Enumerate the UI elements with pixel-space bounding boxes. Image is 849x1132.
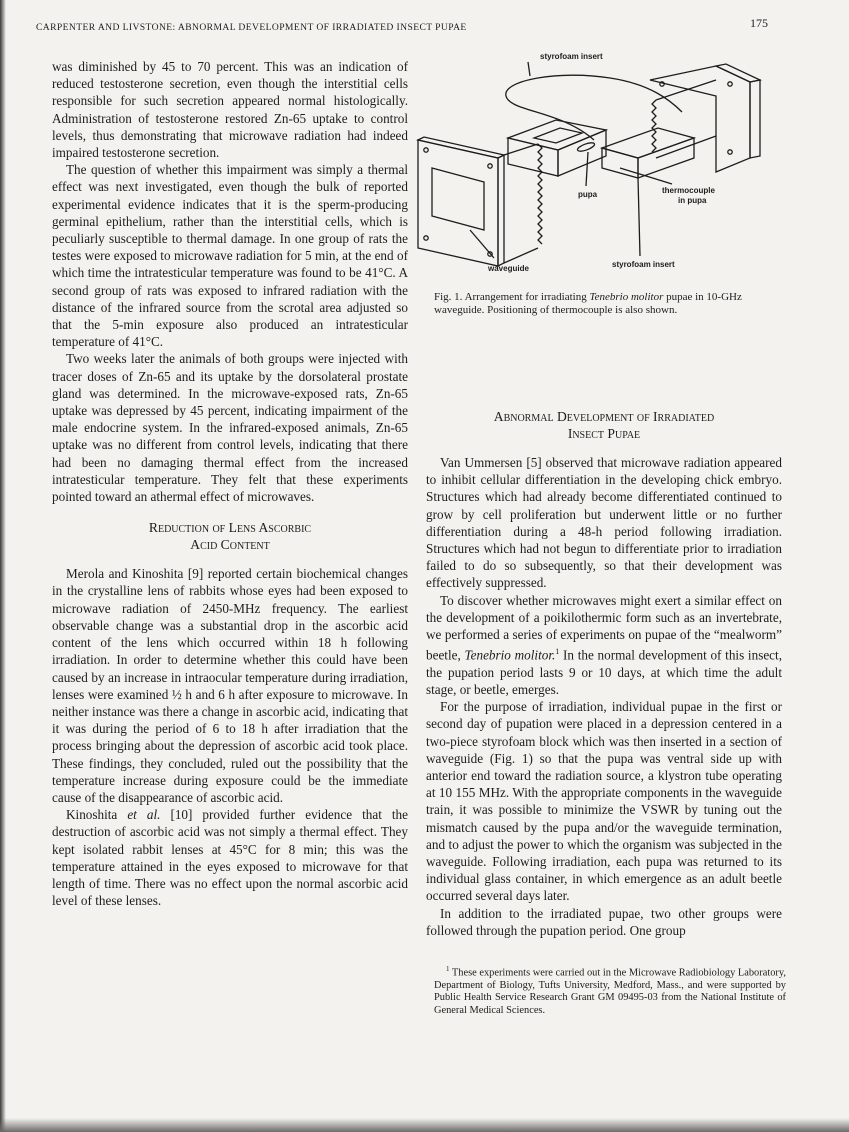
right-column: [426, 408, 782, 939]
paragraph: Merola and Kinoshita [9] reported certain biochemical changes in the crystalline lens of rabbits whose eyes had been exposed to microwave radiation of 2450-MHz frequency. The earliest observable change was a substantial drop in the ascorbic acid content of the lens which occurred within 18 h following irradiation. In order to determine whether this could have been caused by an increase in intraocular temperature during irradiation, lenses were examined ½ h and 6 h after exposure to microwave. In neither instance was there a change in ascorbic acid, indicating that it was during the period of 6 to 18 h after irradiation that the process bringing about the depression of ascorbic acid took place. These findings, they concluded, ruled out the possibility that the temperature increase during exposure could be the immediate cause of the disappearance of ascorbic acid.: [52, 566, 408, 805]
paragraph: In addition to the irradiated pupae, two other groups were followed through the pupation period. One group: [426, 905, 782, 938]
styrofoam-insert-left-side: [558, 130, 606, 176]
heading-line: Abnormal Development of Irradiated: [493, 409, 715, 424]
footnote: [434, 963, 786, 1017]
et-al: et al.: [127, 807, 161, 823]
left-flange-top: [418, 137, 504, 158]
author-name: Kinoshita: [66, 807, 118, 823]
scan-shadow-bottom: [0, 1118, 849, 1132]
scan-shadow-left: [0, 0, 6, 1132]
paragraph: Van Ummersen [5] observed that microwave radiation appeared to inhibit cellular differentiation in the developing chick embryo. Structures which had already become differentiated continued to grow by cell proliferation but underwent little or no further differentiation during a 48-h period following irradiation. Structures which had not begun to differentiate prior to irradiation failed to do so subsequently, so that their development was effectively suppressed.: [426, 455, 782, 591]
running-head: CARPENTER AND LIVSTONE: ABNORMAL DEVELOPMENT OF IRRADIATED INSECT PUPAE: [36, 22, 467, 33]
caption-species: Tenebrio molitor: [589, 291, 664, 303]
label-waveguide: waveguide: [488, 264, 529, 273]
figure-1: [410, 40, 790, 315]
paragraph: For the purpose of irradiation, individual pupae in the first or second day of pupation were placed in a depression centered in a two-piece styrofoam block which was then inserted in a section of waveguide (Fig. 1) so that the pupa was ventral side up with anterior end toward the radiation source, a klystron tube operating at 10 155 MHz. With the appropriate components in the waveguide train, it was possible to minimize the VSWR by tuning out the mismatch caused by the pupa and/or the waveguide termination, and to adjust the power to which the organism was subjected in the waveguide. Following irradiation, each pupa was returned to its individual glass container, in which emergence as an adult beetle occurred several days later.: [426, 699, 782, 904]
left-column: [52, 58, 408, 909]
styrofoam-insert-left-top: [508, 120, 606, 150]
paragraph: was diminished by 45 to 70 percent. This was an indication of reduced testosterone secretion, even though the interstitial cells responsible for such secretion appeared normal histologically. Administration of testosterone restored Zn-65 uptake to control levels, thus demonstrating that microwave radiation had indeed impaired testosterone secretion.: [52, 59, 408, 161]
break-mark-right: [652, 100, 656, 152]
right-flange: [650, 66, 750, 172]
label-styrofoam-insert-top: styrofoam insert: [540, 52, 603, 61]
styrofoam-insert-right-front: [602, 148, 638, 178]
styrofoam-insert-left-front: [508, 138, 558, 176]
heading-line: Acid Content: [190, 537, 270, 553]
figure-caption: [434, 291, 784, 317]
paragraph: Two weeks later the animals of both groups were injected with tracer doses of Zn-65 and its uptake by the dorsolateral prostate gland was determined. In the microwave-exposed rats, Zn-65 uptake was depressed by 45 percent, indicating impairment of the male endocrine system. In the infrared-exposed animals, Zn-65 uptake was no different from control levels, indicating that there had been no damaging thermal effect from the increased intratesticular temperature. They felt that these experiments pointed toward an athermal effect of microwaves.: [52, 351, 408, 505]
footnote-text: [434, 963, 786, 1017]
pupa: [577, 141, 596, 153]
paragraph-text: [10] provided further evidence that the destruction of ascorbic acid was not simply a thermal effect. They kept isolated rabbit lenses at 45°C for 8 min; this was the temperature attained in the eyes exposed to microwave for that length of time. There was no effect upon the normal ascorbic acid level of these lenses.: [52, 807, 408, 909]
left-flange-side: [498, 155, 504, 266]
left-flange: [418, 140, 498, 266]
heading-line: Insect Pupae: [567, 426, 641, 441]
label-styrofoam-insert-bottom: styrofoam insert: [612, 260, 675, 269]
flange-opening: [432, 168, 484, 230]
page-number: 175: [750, 16, 768, 30]
label-in-pupa: in pupa: [678, 196, 707, 205]
paragraph: The question of whether this impairment was simply a thermal effect was next investigated, even though the bulk of reported experimental evidence indicates that it is the sperm-producing germinal epithelium, rather than the interstitial cells, which is peculiarly susceptible to thermal damage. In one group of rats the testes were exposed to microwave radiation for 5 min, at the end of which time the intratesticular temperature was found to be 41°C. A second group of rats was exposed to infrared radiation with the distance of the infrared source from the scrotal area adjusted so that the 5-min exposure also produced an intratesticular temperature of 41°C.: [52, 162, 408, 350]
caption-rest: pupae in 10-GHz waveguide. Positioning of thermocouple is also shown.: [434, 291, 742, 316]
section-heading-lens: [52, 519, 408, 553]
paragraph: [426, 592, 782, 699]
pupa-depression: [534, 128, 582, 143]
footnote-ref: 1: [555, 647, 560, 657]
footnote-body: These experiments were carried out in the Microwave Radiobiology Laboratory, Department of Biology, Tufts University, Medford, Mass., and were supported by Public Health Service Research Grant GM 09495-03 from the National Institute of General Medical Sciences.: [434, 967, 786, 1016]
waveguide-diagram: [410, 40, 790, 315]
footnote-mark: 1: [446, 965, 450, 973]
heading-line: Reduction of Lens Ascorbic: [148, 520, 312, 536]
paragraph-text: In the normal development of this insect, the pupation period lasts 9 or 10 days, at which time the adult stage, or beetle, emerges.: [426, 647, 782, 698]
species-name: Tenebrio molitor.: [464, 647, 556, 663]
styrofoam-insert-right-side: [638, 138, 694, 178]
section-heading-insect: [426, 408, 782, 442]
break-mark-left: [538, 144, 542, 244]
paragraph-text: To discover whether microwaves might exert a similar effect on the development of a poikilothermic form such as an invertebrate, we performed a series of experiments on pupae of the “mealworm” beetle,: [426, 592, 782, 663]
caption-lead: Fig. 1. Arrangement for irradiating: [434, 291, 590, 303]
paragraph: [52, 806, 408, 909]
label-pupa: pupa: [578, 190, 598, 199]
label-thermocouple: thermocouple: [662, 186, 715, 195]
